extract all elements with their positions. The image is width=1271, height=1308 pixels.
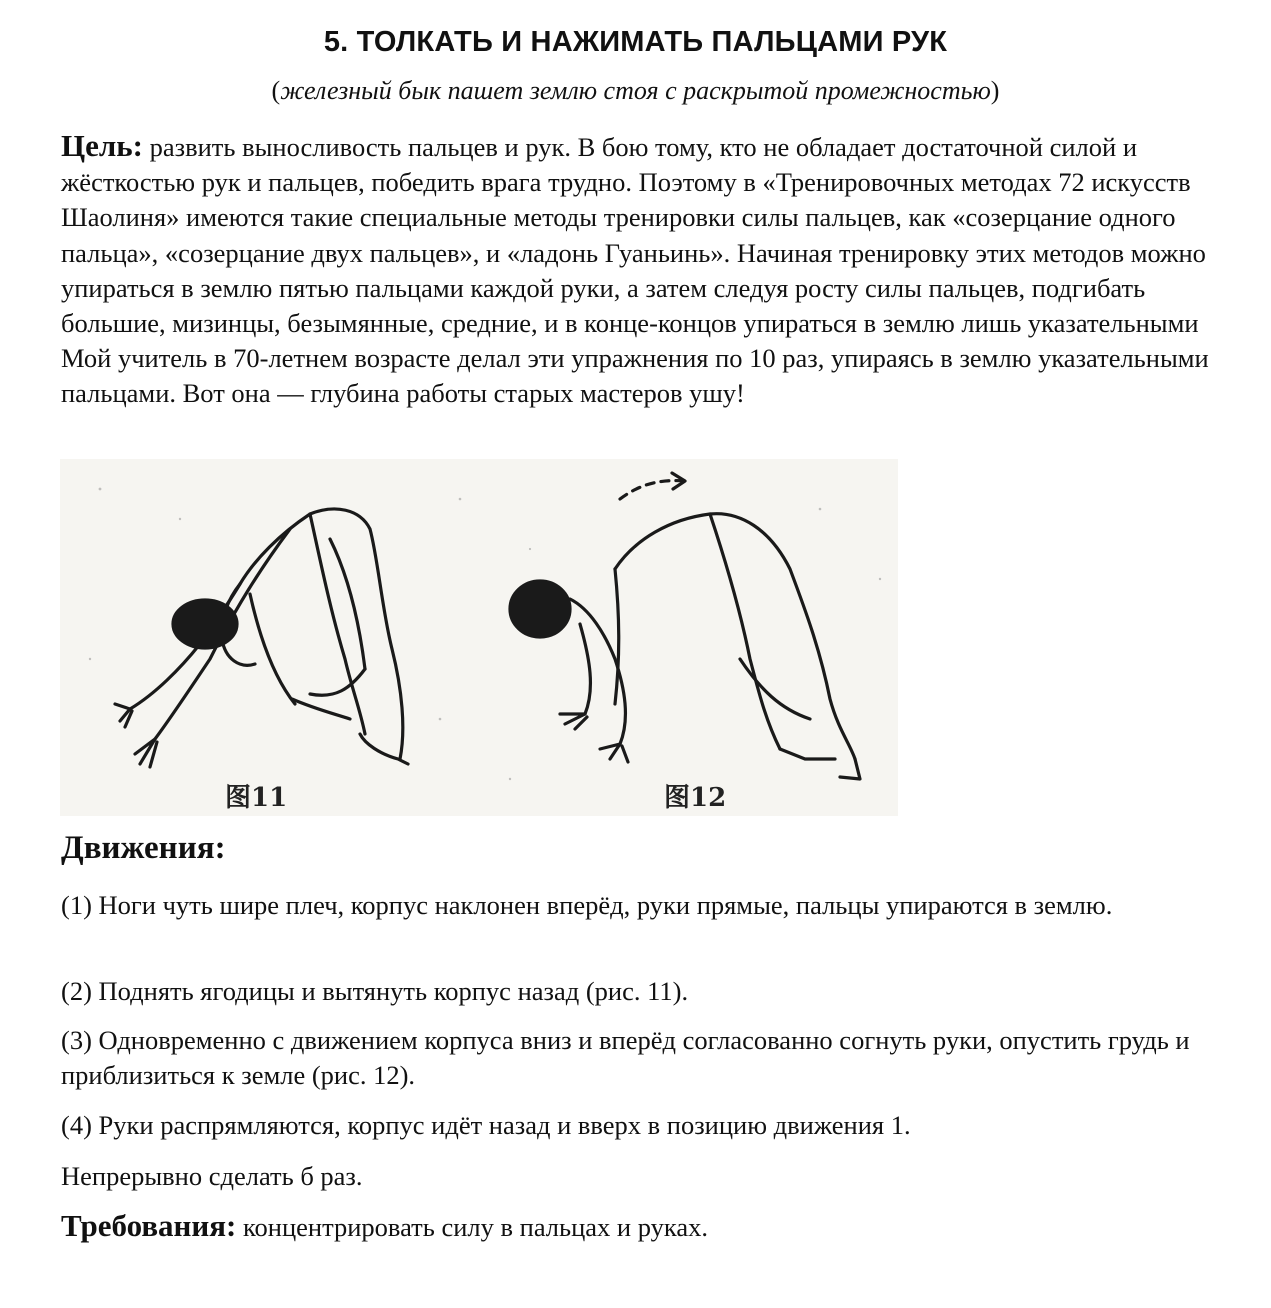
figure-12-drawing	[510, 473, 860, 779]
movements-heading-colon: :	[214, 830, 226, 866]
movements-heading-text: Движения	[61, 830, 215, 866]
subtitle-close-paren: )	[990, 76, 1000, 105]
figure-12-label: 图12	[664, 783, 727, 813]
movement-repeat-note: Непрерывно сделать б раз.	[61, 1161, 363, 1191]
page-subtitle	[0, 76, 1271, 106]
movement-step-1: (1) Ноги чуть шире плеч, корпус наклонен вперёд, руки прямые, пальцы упираются в землю.	[61, 890, 1113, 920]
requirements-text: концентрировать силу в пальцах и руках.	[236, 1212, 709, 1242]
page-title: 5. ТОЛКАТЬ И НАЖИМАТЬ ПАЛЬЦАМИ РУК	[323, 26, 948, 58]
movement-step-3: (3) Одновременно с движением корпуса вниз и вперёд согласованно согнуть руки, опустить грудь и приблизиться к земле (рис. 12).	[61, 1025, 1190, 1091]
goal-text: развить выносливость пальцев и рук. В бою тому, кто не обладает достаточной силой и жёсткостью рук и пальцев, победить врага трудно. Поэтому в «Тренировочных методах 72 искусств Шаолиня» имеются такие специальные методы тренировки силы пальцев, как «созерцание одного пальца», «созерцание двух пальцев», и «ладонь Гуаньинь». Начиная тренировку этих методов можно упираться в землю пятью пальцами каждой руки, а затем следуя росту силы пальцев, подгибать большие, мизинцы, безымянные, средние, и в конце-концов упираться в землю лишь указательными Мой учитель в 70-летнем возрасте делал эти упражнения по 10 раз, упираясь в землю указательными пальцами. Вот она — глубина работы старых мастеров ушу!	[61, 132, 1209, 409]
exercise-illustration	[60, 459, 898, 816]
exercise-drawing	[60, 459, 898, 816]
figure-11-label: 图11	[225, 783, 288, 813]
movements-heading	[61, 830, 226, 867]
figure-11-drawing	[115, 509, 408, 767]
movement-step-2: (2) Поднять ягодицы и вытянуть корпус назад (рис. 11).	[61, 976, 689, 1006]
movement-step-4: (4) Руки распрямляются, корпус идёт назад и вверх в позицию движения 1.	[61, 1110, 911, 1140]
requirements-paragraph	[61, 1208, 1221, 1245]
requirements-label: Требования:	[61, 1208, 237, 1243]
goal-label: Цель:	[61, 128, 143, 163]
goal-paragraph	[61, 128, 1241, 412]
subtitle-italic-text: железный бык пашет землю стоя с раскрытой промежностью	[280, 76, 991, 105]
subtitle-open-paren: (	[271, 76, 281, 105]
